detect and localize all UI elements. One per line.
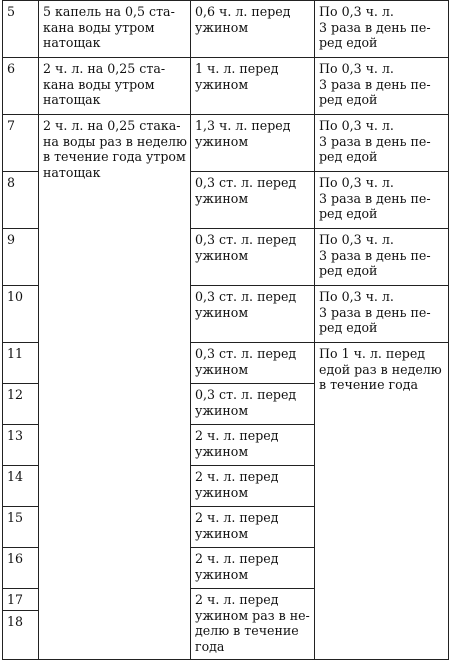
row-number: 9 [3, 229, 39, 286]
row-number: 14 [3, 466, 39, 507]
row-number: 6 [3, 58, 39, 115]
row-number: 5 [3, 1, 39, 58]
cell-dose-evening: 2 ч. л. перед ужином [191, 466, 315, 507]
cell-dose-morning: 2 ч. л. на 0,25 ста- кана воды утром натощак [39, 58, 191, 115]
cell-dose-evening: 0,3 ст. л. перед ужином [191, 229, 315, 286]
cell-dose-meals: По 0,3 ч. л. 3 раза в день пе- ред едой [315, 1, 449, 58]
cell-dose-meals: По 1 ч. л. перед едой раз в неделю в течение года [315, 343, 449, 660]
cell-dose-evening: 0,3 ст. л. перед ужином [191, 343, 315, 384]
cell-dose-meals: По 0,3 ч. л. 3 раза в день пе- ред едой [315, 286, 449, 343]
row-number: 10 [3, 286, 39, 343]
cell-dose-evening: 0,3 ст. л. перед ужином [191, 172, 315, 229]
table-row [3, 58, 449, 115]
cell-dose-meals: По 0,3 ч. л. 3 раза в день пе- ред едой [315, 58, 449, 115]
cell-dose-evening: 2 ч. л. перед ужином раз в не- делю в течение года [191, 589, 315, 660]
cell-dose-morning: 2 ч. л. на 0,25 стака- на воды раз в неделю в течение года утром натощак [39, 115, 191, 660]
cell-dose-evening: 0,3 ст. л. перед ужином [191, 384, 315, 425]
table-row [3, 115, 449, 172]
cell-dose-meals: По 0,3 ч. л. 3 раза в день пе- ред едой [315, 172, 449, 229]
cell-dose-evening: 0,3 ст. л. перед ужином [191, 286, 315, 343]
cell-dose-meals: По 0,3 ч. л. 3 раза в день пе- ред едой [315, 115, 449, 172]
cell-dose-evening: 1,3 ч. л. перед ужином [191, 115, 315, 172]
dosage-table [2, 0, 449, 660]
row-number: 15 [3, 507, 39, 548]
cell-dose-morning: 5 капель на 0,5 ста- кана воды утром натощак [39, 1, 191, 58]
row-number: 8 [3, 172, 39, 229]
row-number: 11 [3, 343, 39, 384]
table-row [3, 1, 449, 58]
row-number: 12 [3, 384, 39, 425]
row-number: 7 [3, 115, 39, 172]
cell-dose-evening: 1 ч. л. перед ужином [191, 58, 315, 115]
cell-dose-evening: 2 ч. л. перед ужином [191, 548, 315, 589]
row-number: 13 [3, 425, 39, 466]
cell-dose-evening: 2 ч. л. перед ужином [191, 425, 315, 466]
row-number: 17 [3, 589, 39, 611]
cell-dose-evening: 2 ч. л. перед ужином [191, 507, 315, 548]
cell-dose-meals: По 0,3 ч. л. 3 раза в день пе- ред едой [315, 229, 449, 286]
row-number: 16 [3, 548, 39, 589]
cell-dose-evening: 0,6 ч. л. перед ужином [191, 1, 315, 58]
row-number: 18 [3, 611, 39, 660]
